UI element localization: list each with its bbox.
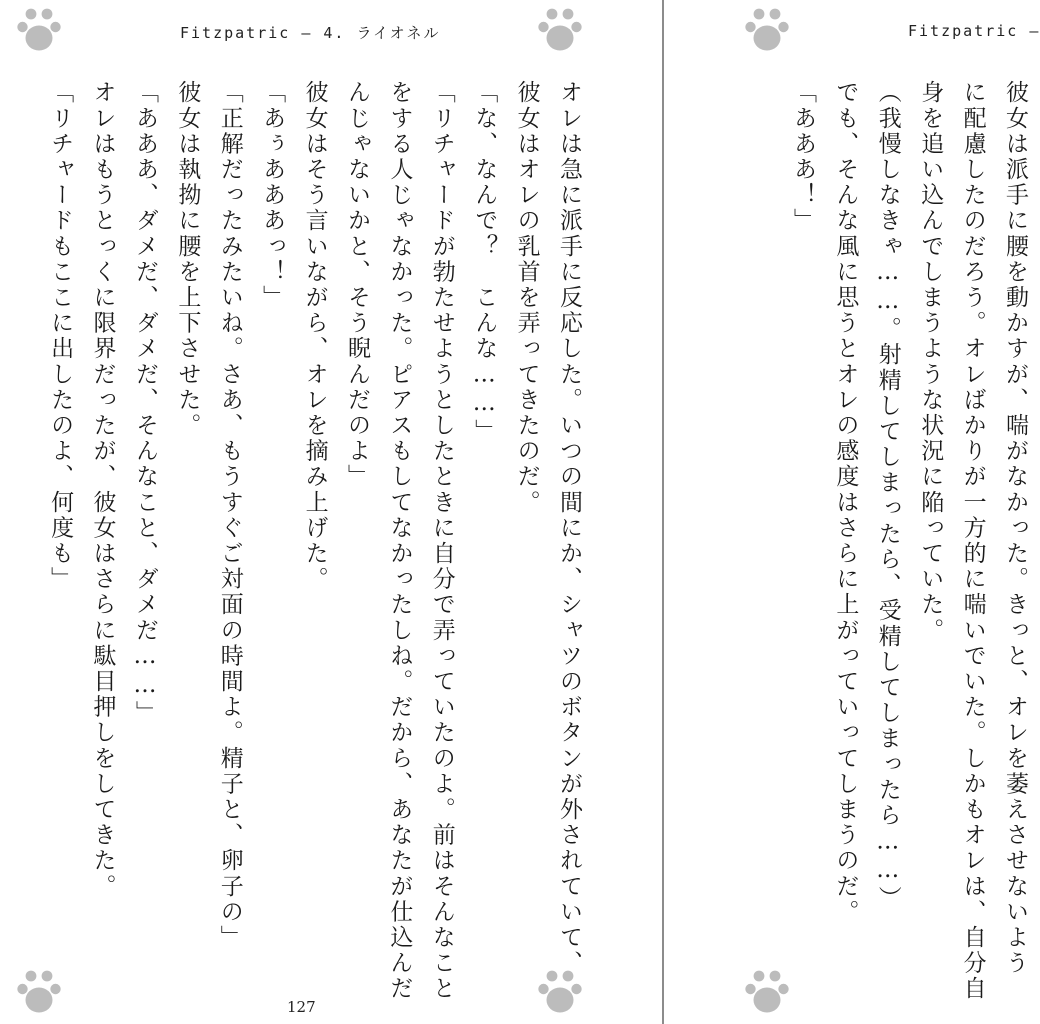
running-header: Fitzpatric – xyxy=(908,22,1040,40)
text-line: 彼女は執拗に腰を上下させた。 xyxy=(174,80,201,439)
page-number: 127 xyxy=(287,998,316,1016)
running-header: Fitzpatric – 4. ライオネル xyxy=(180,24,441,42)
text-line: をする人じゃなかった。ピアスもしてなかったしね。だから、あなたが仕込んだ xyxy=(386,80,413,1002)
text-line: 身を追い込んでしまうような状況に陥っていた。 xyxy=(917,80,944,644)
text-line: オレは急に派手に反応した。いつの間にか、シャツのボタンが外されていて、 xyxy=(556,80,582,976)
paw-print-icon xyxy=(740,4,794,58)
text-line: 彼女はオレの乳首を弄ってきたのだ。 xyxy=(513,80,540,516)
text-line: 「あああ！」 xyxy=(789,80,816,234)
body-text xyxy=(8,80,590,1010)
text-line: んじゃないかと、そう睨んだのよ」 xyxy=(343,80,370,490)
text-line: 「正解だったみたいね。さあ、もうすぐご対面の時間よ。精子と、卵子の」 xyxy=(216,80,243,951)
paw-print-icon xyxy=(12,4,66,58)
right-page xyxy=(664,0,1040,1024)
text-line: 「な、なんで？ こんな……」 xyxy=(471,80,498,445)
body-text xyxy=(726,80,1036,1010)
text-line: 彼女は派手に腰を動かすが、喘がなかった。きっと、オレを萎えさせないよう xyxy=(1002,80,1028,976)
text-line: でも、そんな風に思うとオレの感度はさらに上がっていってしまうのだ。 xyxy=(832,80,859,925)
text-line: （我慢しなきゃ……。射精してしまったら、受精してしまったら……） xyxy=(874,80,901,912)
text-line: 「リチャードもここに出したのよ、何度も」 xyxy=(47,80,74,592)
text-line: 「あああ、ダメだ、ダメだ、そんなこと、ダメだ……」 xyxy=(131,80,158,726)
text-line: 「リチャードが勃たせようとしたときに自分で弄っていたのよ。前はそんなこと xyxy=(428,80,455,1002)
paw-print-icon xyxy=(533,4,587,58)
text-line: 「あぅあああっ！」 xyxy=(259,80,286,311)
text-line: 彼女はそう言いながら、オレを摘み上げた。 xyxy=(301,80,328,592)
text-line: オレはもうとっくに限界だったが、彼女はさらに駄目押しをしてきた。 xyxy=(89,80,116,900)
text-line: に配慮したのだろう。オレばかりが一方的に喘いでいた。しかもオレは、自分自 xyxy=(959,80,986,1002)
